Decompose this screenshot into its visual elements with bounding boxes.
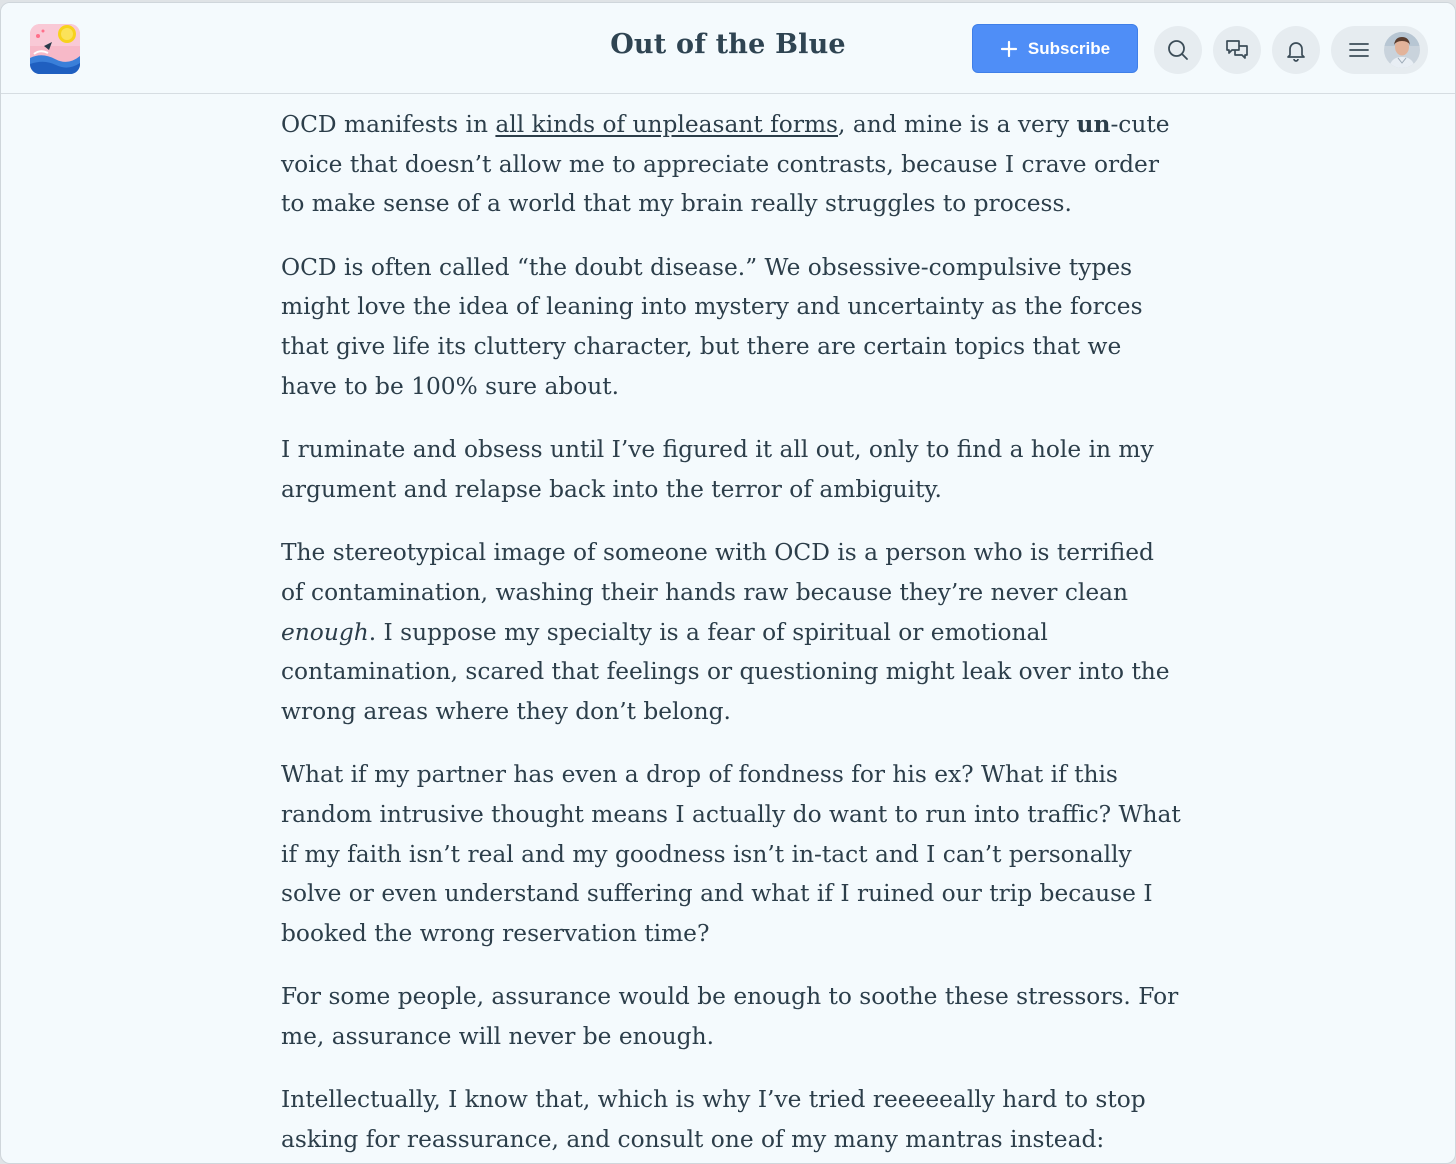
browser-window (0, 2, 1456, 1164)
account-menu-button[interactable] (1331, 26, 1428, 74)
paragraph-6: For some people, assurance would be enough to soothe these stressors. For me, assurance will never be enough. (281, 983, 1179, 1050)
paragraph-4: The stereotypical image of someone with OCD is a person who is terrified of contamination, washing their hands raw because they’re never clean enough. I suppose my specialty is a fear of spiritual or emotional contamination, scared that feelings or questioning might leak over into the wrong areas where they don’t belong. (281, 539, 1170, 725)
site-header (1, 3, 1455, 94)
paragraph-5: What if my partner has even a drop of fondness for his ex? What if this random intrusive thought means I actually do want to run into traffic? What if my faith isn’t real and my goodness isn’t in-tact and I can’t personally solve or even understand suffering and what if I ruined our trip because I booked the wrong reservation time? (281, 761, 1181, 947)
paragraph-3: I ruminate and obsess until I’ve figured it all out, only to find a hole in my argument and relapse back into the terror of ambiguity. (281, 436, 1154, 503)
notifications-button[interactable] (1272, 26, 1320, 74)
search-button[interactable] (1154, 26, 1202, 74)
menu-icon (1347, 39, 1371, 61)
search-icon (1166, 38, 1190, 62)
paragraph-7: Intellectually, I know that, which is why I’ve tried reeeeeally hard to stop asking for reassurance, and consult one of my many mantras instead: (281, 1086, 1146, 1154)
paragraph-1: OCD manifests in all kinds of unpleasant forms, and mine is a very un-cute voice that doesn’t allow me to appreciate contrasts, because I crave order to make sense of a world that my brain really struggles to process. (281, 111, 1170, 218)
paragraph-2: OCD is often called “the doubt disease.” We obsessive-compulsive types might love the idea of leaning into mystery and uncertainty as the forces that give life its cluttery character, but there are certain topics that we have to be 100% sure about. (281, 253, 1143, 400)
subscribe-button[interactable] (972, 24, 1138, 73)
article-body (281, 105, 1181, 1164)
chat-icon (1224, 37, 1250, 63)
chat-button[interactable] (1213, 26, 1261, 74)
plus-icon (1000, 40, 1018, 58)
article-link[interactable]: all kinds of unpleasant forms (495, 111, 839, 138)
bell-icon (1284, 38, 1308, 62)
publication-title[interactable]: Out of the Blue (610, 29, 846, 60)
avatar (1384, 32, 1420, 68)
subscribe-label: Subscribe (1027, 38, 1111, 58)
